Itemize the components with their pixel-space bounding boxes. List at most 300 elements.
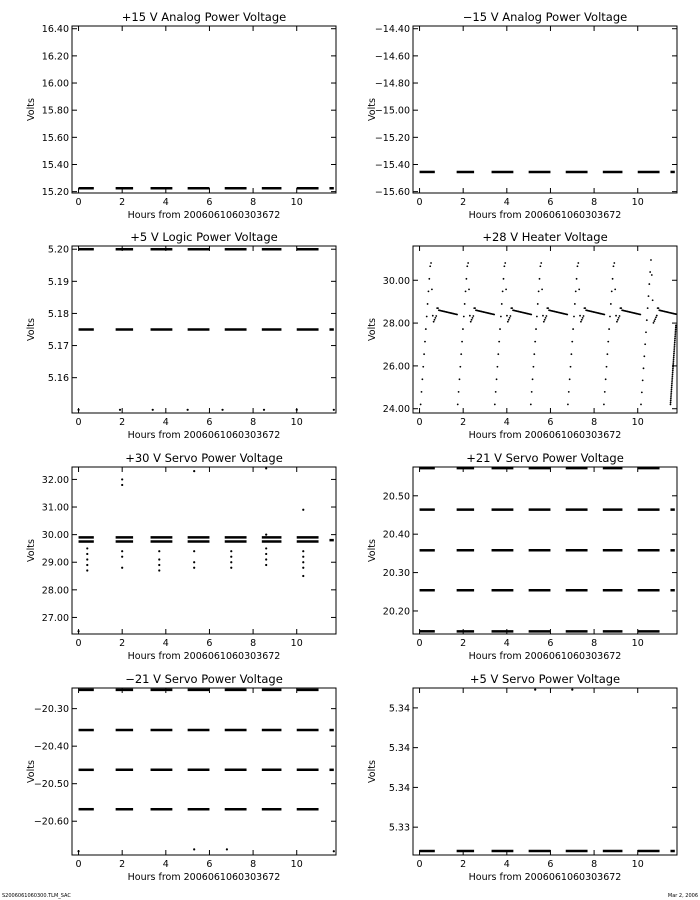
data-point [467,262,469,264]
data-point [671,381,673,383]
plot-frame [72,467,336,634]
y-tick-label: 28.00 [41,585,69,597]
data-point [230,567,232,569]
data-point [606,366,608,368]
data-point [608,328,610,330]
data-point [672,364,674,366]
data-point [639,314,641,316]
data-point [642,379,644,381]
data-point [539,278,541,280]
y-tick-label: 16.00 [41,78,69,90]
data-point [265,558,267,560]
data-point [430,262,432,264]
data-point [499,328,501,330]
y-tick-label: −20.40 [33,741,69,753]
data-point [582,317,584,319]
data-point [653,320,655,322]
data-point [500,316,502,318]
y-tick-label: 15.60 [41,132,69,144]
data-point [152,409,154,411]
y-tick-label: −15.60 [374,187,410,199]
data-point [86,553,88,555]
footer-date: Mar 2, 2006 [667,893,698,899]
data-point [302,575,304,577]
data-point [604,391,606,393]
data-point [465,290,467,292]
y-axis-label: Volts [26,318,37,341]
data-point [567,404,569,406]
data-point [620,307,622,309]
y-tick-label: 5.17 [47,341,69,353]
data-point [544,319,546,321]
y-tick-label: 20.40 [382,529,410,541]
data-point [121,550,123,552]
data-point [533,366,535,368]
data-point [652,299,654,301]
data-point [504,262,506,264]
x-tick-label: 2 [460,417,467,428]
data-point [674,334,676,336]
data-point [530,314,532,316]
chart-panel-3 [26,230,336,441]
x-tick-label: 6 [547,638,554,649]
data-point [670,398,672,400]
data-point [613,262,615,264]
data-point [648,295,650,297]
y-tick-label: 5.34 [388,703,410,715]
data-point [674,341,676,343]
y-tick-label: 15.80 [41,105,69,117]
x-tick-label: 10 [631,197,644,208]
data-point [77,409,79,411]
x-tick-label: 6 [547,417,554,428]
data-point [302,567,304,569]
data-point [265,467,267,469]
data-point [616,321,618,323]
x-tick-label: 4 [162,638,169,649]
chart-title: −15 V Analog Power Voltage [462,10,628,24]
x-tick-label: 8 [591,197,598,208]
data-point [675,325,677,327]
data-point [265,553,267,555]
data-point [570,353,572,355]
plot-frame [413,246,677,413]
data-point [610,303,612,305]
data-point [541,288,543,290]
data-point [674,338,676,340]
y-tick-label: −15.00 [374,105,410,117]
data-point [535,328,537,330]
x-tick-label: 2 [119,417,126,428]
x-tick-label: 4 [162,197,169,208]
x-tick-label: 2 [460,859,467,870]
data-point [670,400,672,402]
y-tick-label: 27.00 [41,612,69,624]
x-axis-label: Hours from 2006061060303672 [127,430,281,441]
data-point [86,547,88,549]
plot-frame [72,688,336,855]
y-tick-label: 15.40 [41,159,69,171]
x-tick-label: 2 [119,638,126,649]
data-point [670,390,672,392]
y-axis-label: Volts [26,760,37,783]
data-point [86,558,88,560]
x-tick-label: 0 [75,859,82,870]
x-tick-label: 4 [162,417,169,428]
data-point [575,290,577,292]
y-tick-label: −14.60 [374,51,410,63]
x-axis-label: Hours from 2006061060303672 [127,210,281,221]
data-point [265,547,267,549]
data-point [611,290,613,292]
data-point [121,478,123,480]
plot-frame [72,26,336,193]
data-point [578,288,580,290]
data-point [493,314,495,316]
data-point [674,332,676,334]
data-point [672,366,674,368]
x-tick-label: 10 [290,859,303,870]
data-point [230,561,232,563]
data-point [572,328,574,330]
data-point [468,288,470,290]
data-point [263,409,265,411]
data-point [571,341,573,343]
data-point [654,318,656,320]
data-point [672,372,674,374]
y-tick-label: 5.19 [47,276,69,288]
data-point [187,409,189,411]
data-point [647,307,649,309]
x-tick-label: 10 [290,417,303,428]
data-point [531,391,533,393]
data-point [193,550,195,552]
y-axis-label: Volts [26,539,37,562]
data-point [675,313,677,315]
data-point [540,262,542,264]
data-point [574,303,576,305]
data-point [230,550,232,552]
data-point [457,404,459,406]
x-tick-label: 2 [460,638,467,649]
data-point [674,343,676,345]
x-tick-label: 4 [503,417,510,428]
data-point [673,347,675,349]
data-point [466,278,468,280]
data-point [426,316,428,318]
data-point [434,317,436,319]
data-point [672,375,674,377]
data-point [603,404,605,406]
data-point [230,556,232,558]
x-tick-label: 6 [206,859,213,870]
data-point [656,315,658,317]
data-point [508,319,510,321]
data-point [432,315,434,317]
x-tick-label: 0 [75,197,82,208]
data-point [538,290,540,292]
data-point [86,564,88,566]
x-tick-label: 6 [206,417,213,428]
data-point [536,316,538,318]
data-point [532,378,534,380]
x-tick-label: 10 [631,859,644,870]
data-point [472,317,474,319]
data-point [566,314,568,316]
data-point [546,315,548,317]
y-axis-label: Volts [367,760,378,783]
data-point [462,328,464,330]
footer-filename: S2006061060300.TLM_SAC [2,893,71,899]
x-tick-label: 4 [162,859,169,870]
data-point [471,319,473,321]
chart-panel-8 [367,672,677,883]
data-point [427,303,429,305]
data-point [617,319,619,321]
data-point [658,307,660,309]
x-tick-label: 6 [206,638,213,649]
y-tick-label: 26.00 [382,361,410,373]
data-point [503,278,505,280]
data-point [613,265,615,267]
chart-title: +15 V Analog Power Voltage [121,10,287,24]
chart-title: +21 V Servo Power Voltage [466,451,624,465]
data-point [422,366,424,368]
data-point [265,564,267,566]
chart-panel-7 [26,672,336,883]
data-point [221,409,223,411]
x-tick-label: 6 [206,197,213,208]
y-tick-label: 24.00 [382,404,410,416]
y-tick-label: 30.00 [41,530,69,542]
data-point [674,336,676,338]
data-point [86,569,88,571]
data-point [673,360,675,362]
data-point [673,357,675,359]
data-point [646,319,648,321]
data-point [651,274,653,276]
x-tick-label: 10 [631,638,644,649]
x-tick-label: 10 [631,417,644,428]
data-point [121,567,123,569]
data-point [671,388,673,390]
x-tick-label: 10 [290,197,303,208]
data-point [530,404,532,406]
x-tick-label: 8 [591,859,598,870]
x-tick-label: 0 [416,859,423,870]
x-tick-label: 8 [591,638,598,649]
data-point [537,303,539,305]
data-point [533,353,535,355]
data-point [603,314,605,316]
x-axis-label: Hours from 2006061060303672 [468,210,622,221]
y-axis-label: Volts [367,539,378,562]
data-point [545,317,547,319]
data-point [648,283,650,285]
data-point [333,850,335,852]
data-point [673,351,675,353]
data-point [302,561,304,563]
y-tick-label: 5.34 [388,743,410,755]
data-point [431,288,433,290]
x-axis-label: Hours from 2006061060303672 [127,651,281,662]
y-axis-label: Volts [367,98,378,121]
x-tick-label: 4 [503,197,510,208]
data-point [670,402,672,404]
data-point [302,550,304,552]
data-point [460,353,462,355]
data-point [674,340,676,342]
data-point [470,321,472,323]
data-point [581,319,583,321]
data-point [655,317,657,319]
data-point [673,355,675,357]
data-point [614,288,616,290]
x-tick-label: 8 [591,417,598,428]
data-point [469,315,471,317]
data-point [158,569,160,571]
data-point [671,379,673,381]
data-point [458,391,460,393]
data-point [509,317,511,319]
data-point [671,385,673,387]
y-tick-label: 29.00 [41,557,69,569]
data-point [672,373,674,375]
x-tick-label: 0 [75,417,82,428]
data-point [534,688,536,690]
data-point [158,550,160,552]
data-point [672,368,674,370]
data-point [420,404,422,406]
x-tick-label: 4 [503,638,510,649]
data-point [472,315,474,317]
y-tick-label: −15.40 [374,159,410,171]
data-point [583,315,585,317]
plot-frame [413,26,677,193]
data-point [497,366,499,368]
data-point [643,355,645,357]
data-point [119,409,121,411]
y-tick-label: −20.60 [33,816,69,828]
data-point [607,341,609,343]
y-axis-label: Volts [26,98,37,121]
data-point [495,391,497,393]
data-point [609,316,611,318]
data-point [77,850,79,852]
y-tick-label: 5.34 [388,782,410,794]
x-axis-label: Hours from 2006061060303672 [468,651,622,662]
data-point [158,558,160,560]
x-tick-label: 0 [416,417,423,428]
chart-title: −21 V Servo Power Voltage [125,672,283,686]
x-tick-label: 8 [250,638,257,649]
data-point [193,848,195,850]
data-point [421,378,423,380]
chart-title: +28 V Heater Voltage [482,230,608,244]
y-axis-label: Volts [367,318,378,341]
data-point [193,561,195,563]
data-point [670,396,672,398]
data-point [671,377,673,379]
data-point [570,366,572,368]
chart-title: +5 V Servo Power Voltage [469,672,621,686]
y-tick-label: −15.20 [374,132,410,144]
data-point [463,316,465,318]
x-axis-label: Hours from 2006061060303672 [468,430,622,441]
data-point [618,317,620,319]
y-tick-label: 28.00 [382,318,410,330]
data-point [606,353,608,355]
y-tick-label: 20.30 [382,568,410,580]
data-point [670,404,672,406]
y-tick-label: −20.50 [33,779,69,791]
data-point [612,278,614,280]
data-point [302,509,304,511]
data-point [429,265,431,267]
x-tick-label: 0 [416,638,423,649]
data-point [461,341,463,343]
x-tick-label: 0 [75,638,82,649]
data-point [644,343,646,345]
data-point [675,330,677,332]
data-point [605,378,607,380]
data-point [671,387,673,389]
data-point [573,316,575,318]
data-point [435,315,437,317]
data-point [474,307,476,309]
data-point [296,409,298,411]
x-tick-label: 8 [250,197,257,208]
data-point [576,278,578,280]
data-point [193,567,195,569]
x-tick-label: 6 [547,859,554,870]
data-point [569,378,571,380]
data-point [670,392,672,394]
data-point [577,262,579,264]
data-point [434,319,436,321]
data-point [193,470,195,472]
data-point [501,303,503,305]
y-tick-label: −20.30 [33,704,69,716]
data-point [645,331,647,333]
x-tick-label: 0 [416,197,423,208]
x-tick-label: 4 [503,859,510,870]
data-point [547,307,549,309]
y-tick-label: 5.20 [47,244,69,256]
data-point [579,315,581,317]
data-point [653,322,655,324]
data-point [510,315,512,317]
data-point [158,564,160,566]
data-point [121,556,123,558]
data-point [670,394,672,396]
data-point [673,353,675,355]
plot-frame [413,688,677,855]
data-point [497,353,499,355]
chart-title: +30 V Servo Power Voltage [125,451,283,465]
data-point [466,265,468,267]
data-point [673,358,675,360]
data-point [459,378,461,380]
y-tick-label: −14.40 [374,24,410,36]
x-axis-label: Hours from 2006061060303672 [468,872,622,883]
data-point [496,378,498,380]
data-point [121,484,123,486]
data-point [424,341,426,343]
chart-panel-2 [367,10,677,221]
data-point [568,391,570,393]
data-point [428,290,430,292]
